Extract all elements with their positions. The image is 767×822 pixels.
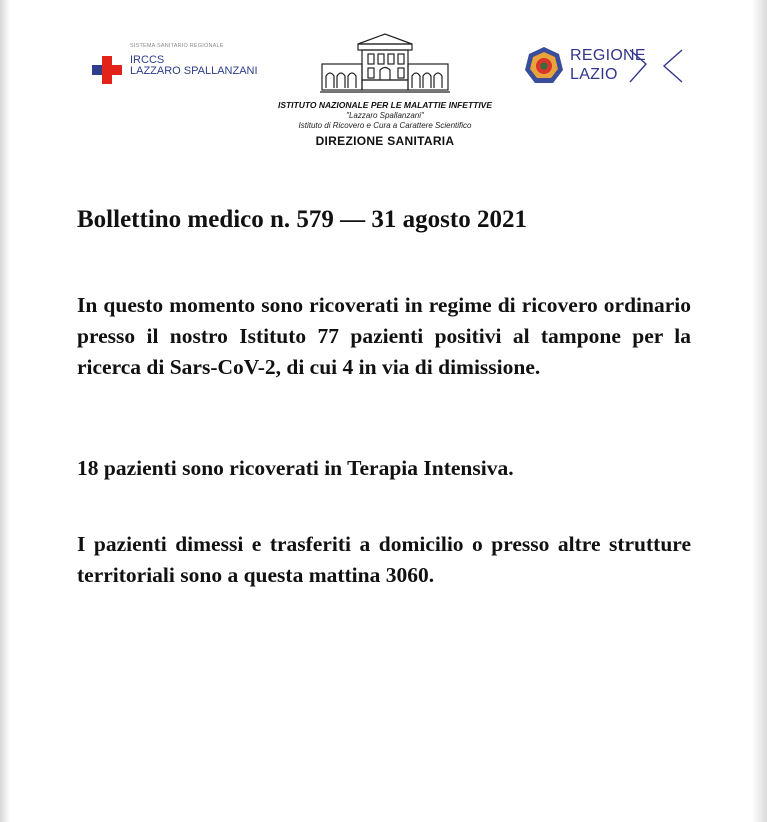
institute-description: Istituto di Ricovero e Cura a Carattere Scientifico xyxy=(298,121,472,130)
logo-lazio-text: LAZIO xyxy=(570,66,618,83)
logo-spallanzani-text: LAZZARO SPALLANZANI xyxy=(130,65,258,77)
regione-lazio-emblem-icon xyxy=(524,46,564,86)
irccs-spallanzani-logo xyxy=(92,42,272,88)
department-name: DIREZIONE SANITARIA xyxy=(315,134,455,148)
red-cross-icon xyxy=(92,56,122,84)
bulletin-paragraph-discharged: I pazienti dimessi e trasferiti a domicilio o presso altre strutture territoriali sono a questa mattina 3060. xyxy=(77,532,691,587)
bulletin-paragraph-hospitalized: In questo momento sono ricoverati in regime di ricovero ordinario presso il nostro Istituto 77 pazienti positivi al tampone per la ricerca di Sars-CoV-2, di cui 4 in via di dimissione. xyxy=(77,293,691,379)
bulletin-paragraph-intensive-care: 18 pazienti sono ricoverati in Terapia Intensiva. xyxy=(77,456,514,480)
logo-regione-text: REGIONE xyxy=(570,47,646,64)
logo-small-caption: SISTEMA SANITARIO REGIONALE xyxy=(130,43,224,49)
institute-name: ISTITUTO NAZIONALE PER LE MALATTIE INFETTIVE xyxy=(277,100,493,110)
logo-irccs-text: IRCCS xyxy=(130,54,165,66)
institute-building-icon xyxy=(320,30,450,96)
regione-lazio-logo xyxy=(524,44,689,90)
bulletin-title: Bollettino medico n. 579 — 31 agosto 2021 xyxy=(77,206,527,233)
institute-subtitle: "Lazzaro Spallanzani" xyxy=(346,111,424,120)
institute-header xyxy=(250,30,520,148)
lazio-chevron-icon xyxy=(628,46,684,86)
